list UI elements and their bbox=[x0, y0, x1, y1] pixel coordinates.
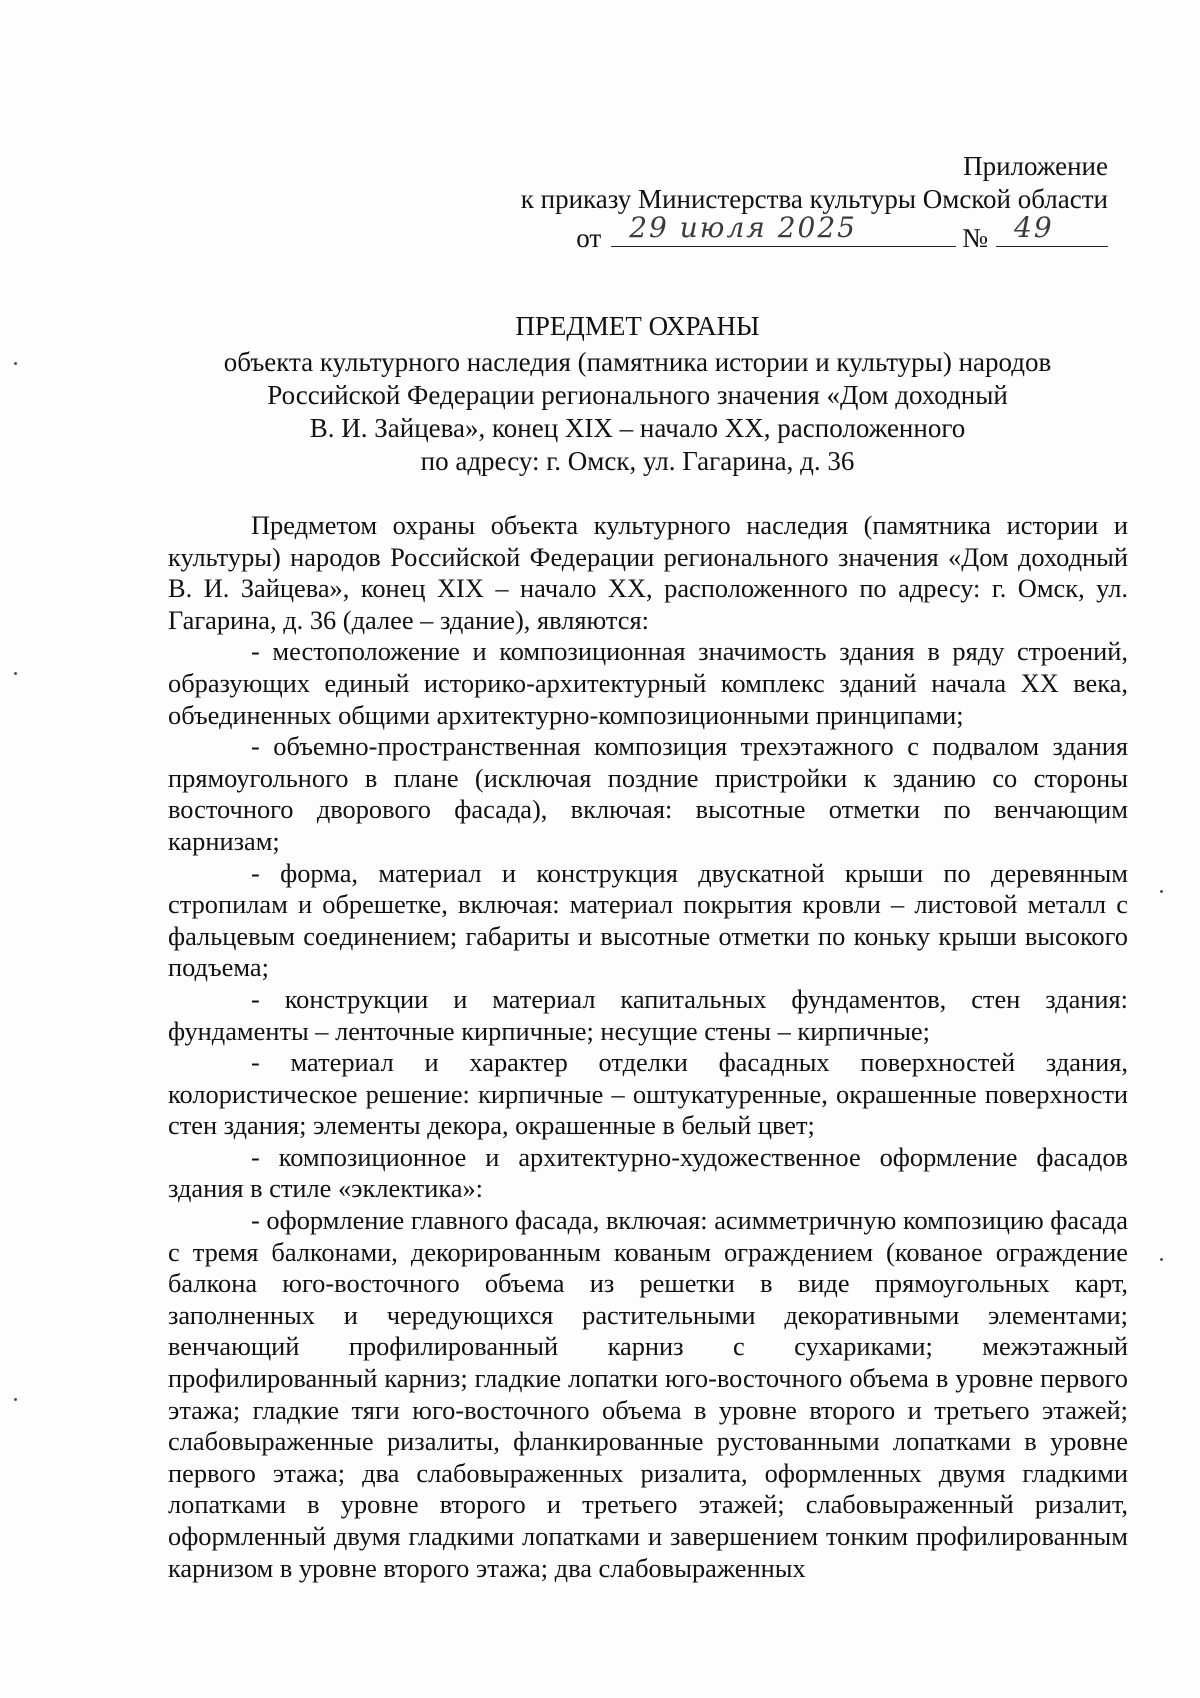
number-label: № bbox=[962, 223, 988, 253]
title-line: объекта культурного наследия (памятника истории и культуры) народов bbox=[223, 347, 1052, 377]
body-paragraph: - материал и характер отделки фасадных поверхностей здания, колористическое решение: кирпичные – оштукатуренные, окрашенные поверхности стен здания; элементы декора, окрашенные в белый цвет; bbox=[168, 1047, 1128, 1141]
body-paragraph: - местоположение и композиционная значимость здания в ряду строений, образующих единый историко-архитектурный комплекс зданий начала XX века, объединенных общими архитектурно-композиционными принципами; bbox=[168, 636, 1128, 730]
body-paragraph: Предметом охраны объекта культурного наследия (памятника истории и культуры) народов Российской Федерации регионального значения «Дом доходный В. И. Зайцева», конец XIX – начало XX, расположенного по адресу: г. Омск, ул. Гагарина, д. 36 (далее – здание), являются: bbox=[168, 510, 1128, 635]
document-heading: ПРЕДМЕТ ОХРАНЫ bbox=[515, 311, 760, 341]
document-body bbox=[168, 510, 1128, 1584]
date-field bbox=[611, 211, 956, 247]
order-date-number-line bbox=[521, 211, 1108, 255]
title-line: В. И. Зайцева», конец XIX – начало XX, расположенного bbox=[309, 413, 966, 443]
order-reference: к приказу Министерства культуры Омской области bbox=[520, 184, 1108, 214]
body-paragraph: - оформление главного фасада, включая: асимметричную композицию фасада с тремя балконами, декорированным кованым ограждением (кованое ограждение балкона юго-восточного объема из решетки в виде прямоугольных карт, заполненных и чередующихся растительными декоративными элементами; венчающий профилированный карниз с сухариками; межэтажный профилированный карниз; гладкие лопатки юго-восточного объема в уровне первого этажа; гладкие тяги юго-восточного объема в уровне второго и третьего этажей; слабовыраженные ризалиты, фланкированные рустованными лопатками в уровне первого этажа; два слабовыраженных ризалита, оформленных двумя гладкими лопатками в уровне второго и третьего этажей; слабовыраженный ризалит, оформленный двумя гладкими лопатками и завершением тонким профилированным карнизом в уровне второго этажа; два слабовыраженных bbox=[168, 1205, 1128, 1583]
appendix-block bbox=[521, 150, 1108, 255]
title-block bbox=[150, 310, 1125, 478]
title-line: Российской Федерации регионального значения «Дом доходный bbox=[267, 380, 1008, 410]
scan-speck bbox=[1160, 1258, 1163, 1261]
scan-speck bbox=[14, 1398, 17, 1401]
date-prefix: от bbox=[576, 223, 602, 253]
scan-speck bbox=[14, 362, 17, 365]
scan-speck bbox=[1160, 890, 1163, 893]
appendix-label: Приложение bbox=[963, 151, 1108, 181]
body-paragraph: - объемно-пространственная композиция трехэтажного с подвалом здания прямоугольного в плане (исключая поздние пристройки к зданию со стороны восточного дворового фасада), включая: высотные отметки по венчающим карнизам; bbox=[168, 731, 1128, 856]
scan-speck bbox=[14, 672, 17, 675]
body-paragraph: - конструкции и материал капитальных фундаментов, стен здания: фундаменты – ленточные кирпичные; несущие стены – кирпичные; bbox=[168, 983, 1128, 1046]
body-paragraph: - форма, материал и конструкция двускатной крыши по деревянным стропилам и обрешетке, включая: материал покрытия кровли – листовой металл с фальцевым соединением; габариты и высотные отметки по коньку крыши высокого подъема; bbox=[168, 857, 1128, 983]
handwritten-date: 29 июля 2025 bbox=[629, 211, 857, 244]
body-paragraph: - композиционное и архитектурно-художественное оформление фасадов здания в стиле «эклектика»: bbox=[168, 1141, 1128, 1204]
handwritten-number: 49 bbox=[1014, 211, 1054, 244]
title-line: по адресу: г. Омск, ул. Гагарина, д. 36 bbox=[420, 446, 855, 476]
number-field bbox=[996, 211, 1108, 247]
